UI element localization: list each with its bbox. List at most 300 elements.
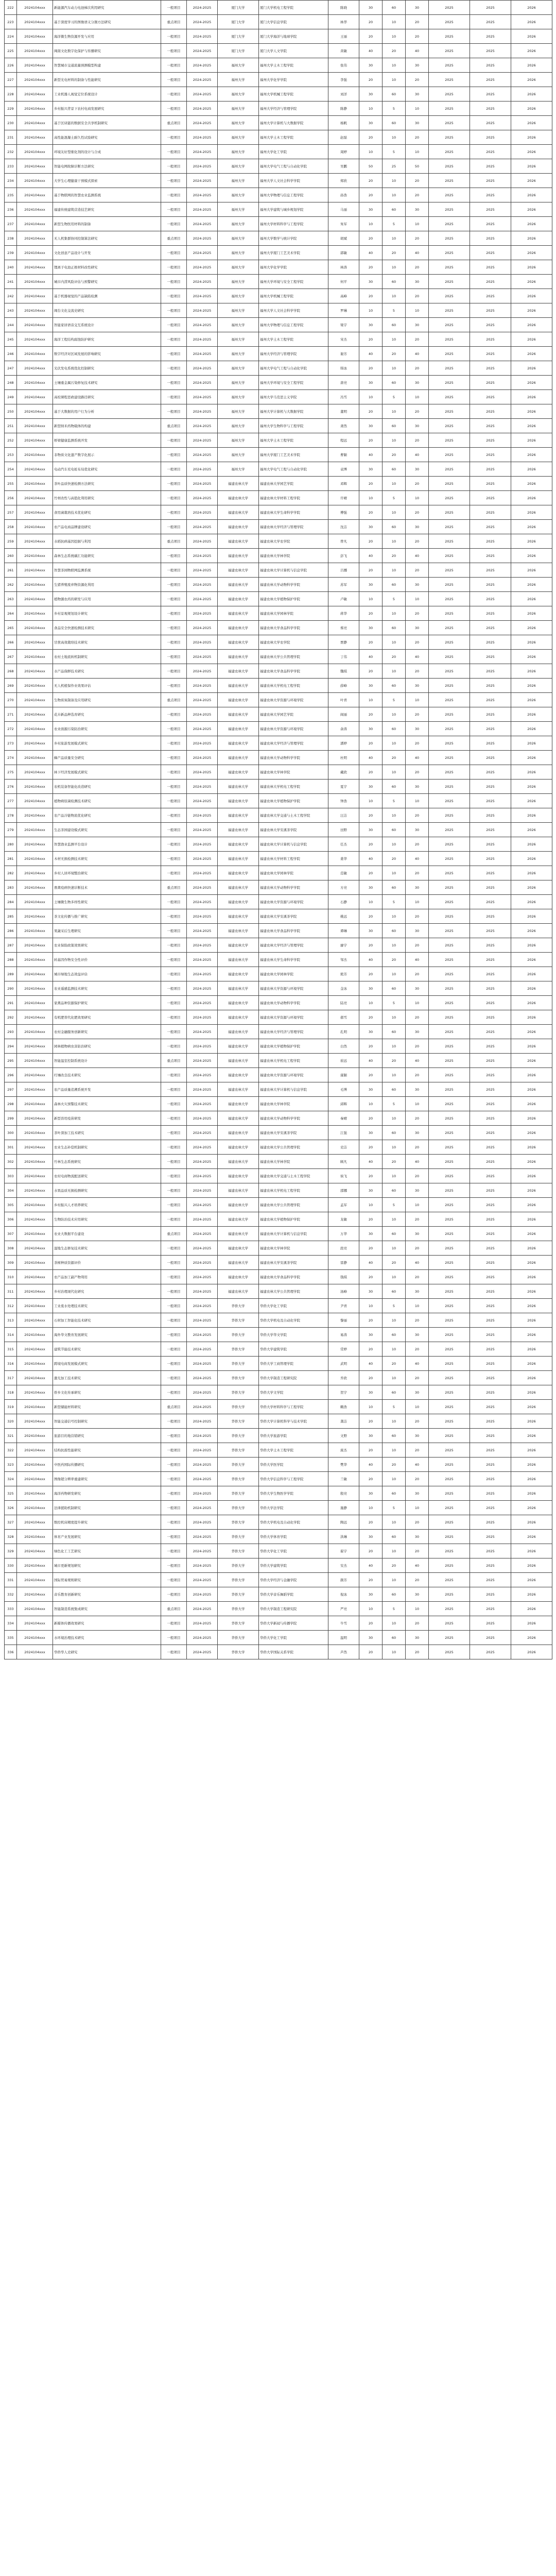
amount-3-cell: 30 xyxy=(406,1587,429,1602)
project-type-cell: 一般项目 xyxy=(161,1328,187,1342)
project-id-cell: 2024104xxx xyxy=(17,246,53,260)
project-type-cell: 一般项目 xyxy=(161,852,187,866)
year-2-cell: 2025 xyxy=(470,318,511,332)
period-cell: 2024-2025 xyxy=(187,1111,218,1126)
leader-cell: 贾静 xyxy=(328,635,359,650)
project-title-cell: 环境友好型催化剂的设计与合成 xyxy=(53,145,161,159)
year-3-cell: 2026 xyxy=(511,679,552,693)
college-cell: 福建农林大学食品科学学院 xyxy=(259,664,328,679)
project-title-cell: 红壤改良技术研究 xyxy=(53,1068,161,1082)
table-row xyxy=(5,1602,552,1616)
amount-1-cell: 10 xyxy=(359,1198,383,1212)
project-id-cell: 2024104xxx xyxy=(17,722,53,736)
amount-2-cell: 20 xyxy=(383,1155,406,1169)
period-cell: 2024-2025 xyxy=(187,188,218,202)
amount-3-cell: 20 xyxy=(406,1472,429,1486)
amount-3-cell: 30 xyxy=(406,1530,429,1544)
amount-1-cell: 30 xyxy=(359,880,383,895)
university-cell: 福州大学 xyxy=(218,318,259,332)
leader-cell: 史洁 xyxy=(328,1140,359,1155)
period-cell: 2024-2025 xyxy=(187,145,218,159)
amount-3-cell: 30 xyxy=(406,823,429,837)
table-row xyxy=(5,693,552,707)
table-row xyxy=(5,1616,552,1631)
project-title-cell: 基于深度学习的图像语义分割方法研究 xyxy=(53,15,161,29)
project-title-cell: 乡村振兴背景下农村电商发展研究 xyxy=(53,101,161,116)
year-2-cell: 2025 xyxy=(470,722,511,736)
college-cell: 华侨大学华文学院 xyxy=(259,1328,328,1342)
year-1-cell: 2025 xyxy=(429,866,470,880)
university-cell: 福建农林大学 xyxy=(218,1039,259,1054)
row-number-cell: 292 xyxy=(5,1010,17,1025)
college-cell: 福建农林大学园艺学院 xyxy=(259,707,328,722)
amount-1-cell: 20 xyxy=(359,837,383,852)
row-number-cell: 237 xyxy=(5,217,17,231)
amount-1-cell: 10 xyxy=(359,693,383,707)
project-title-cell: 中医药国际传播研究 xyxy=(53,1458,161,1472)
period-cell: 2024-2025 xyxy=(187,808,218,823)
year-2-cell: 2025 xyxy=(470,866,511,880)
college-cell: 华侨大学体育学院 xyxy=(259,1530,328,1544)
table-row xyxy=(5,895,552,909)
row-number-cell: 250 xyxy=(5,404,17,419)
table-row xyxy=(5,563,552,578)
project-title-cell: 光伏发电系统优化控制研究 xyxy=(53,361,161,376)
row-number-cell: 315 xyxy=(5,1342,17,1357)
year-2-cell: 2025 xyxy=(470,87,511,101)
period-cell: 2024-2025 xyxy=(187,1573,218,1587)
university-cell: 华侨大学 xyxy=(218,1400,259,1414)
amount-2-cell: 10 xyxy=(383,188,406,202)
amount-1-cell: 20 xyxy=(359,808,383,823)
project-type-cell: 一般项目 xyxy=(161,578,187,592)
amount-2-cell: 10 xyxy=(383,1515,406,1530)
table-row xyxy=(5,1385,552,1400)
year-2-cell: 2025 xyxy=(470,592,511,606)
project-type-cell: 一般项目 xyxy=(161,1126,187,1140)
leader-cell: 孟军 xyxy=(328,1198,359,1212)
project-type-cell: 一般项目 xyxy=(161,87,187,101)
year-3-cell: 2026 xyxy=(511,1515,552,1530)
leader-cell: 陈晓 xyxy=(328,1,359,15)
amount-1-cell: 20 xyxy=(359,433,383,448)
amount-1-cell: 40 xyxy=(359,44,383,58)
university-cell: 福州大学 xyxy=(218,275,259,289)
year-1-cell: 2025 xyxy=(429,707,470,722)
table-row xyxy=(5,202,552,217)
amount-3-cell: 30 xyxy=(406,578,429,592)
leader-cell: 江强 xyxy=(328,1126,359,1140)
project-id-cell: 2024104xxx xyxy=(17,1183,53,1198)
year-1-cell: 2025 xyxy=(429,823,470,837)
year-2-cell: 2025 xyxy=(470,361,511,376)
year-2-cell: 2025 xyxy=(470,938,511,953)
row-number-cell: 264 xyxy=(5,606,17,621)
leader-cell: 雷静 xyxy=(328,1256,359,1270)
leader-cell: 常婷 xyxy=(328,1342,359,1357)
project-id-cell: 2024104xxx xyxy=(17,275,53,289)
leader-cell: 蔡亮 xyxy=(328,621,359,635)
project-type-cell: 一般项目 xyxy=(161,664,187,679)
year-1-cell: 2025 xyxy=(429,722,470,736)
amount-2-cell: 5 xyxy=(383,390,406,404)
period-cell: 2024-2025 xyxy=(187,491,218,505)
college-cell: 福建农林大学植物保护学院 xyxy=(259,1212,328,1227)
project-title-cell: 森林生态系统碳汇功能研究 xyxy=(53,549,161,563)
amount-3-cell: 20 xyxy=(406,765,429,779)
table-row xyxy=(5,520,552,534)
year-3-cell: 2026 xyxy=(511,1371,552,1385)
period-cell: 2024-2025 xyxy=(187,404,218,419)
year-3-cell: 2026 xyxy=(511,938,552,953)
leader-cell: 廖宇 xyxy=(328,938,359,953)
amount-3-cell: 20 xyxy=(406,736,429,751)
year-2-cell: 2025 xyxy=(470,332,511,347)
period-cell: 2024-2025 xyxy=(187,924,218,938)
amount-3-cell: 40 xyxy=(406,1256,429,1270)
row-number-cell: 236 xyxy=(5,202,17,217)
project-title-cell: 基于物联网的智慧农业监测系统 xyxy=(53,188,161,202)
leader-cell: 白然 xyxy=(328,1039,359,1054)
project-type-cell: 一般项目 xyxy=(161,1010,187,1025)
row-number-cell: 308 xyxy=(5,1241,17,1256)
year-2-cell: 2025 xyxy=(470,289,511,303)
amount-1-cell: 20 xyxy=(359,174,383,188)
project-title-cell: 音乐教育创新研究 xyxy=(53,1587,161,1602)
university-cell: 福州大学 xyxy=(218,303,259,318)
amount-3-cell: 10 xyxy=(406,491,429,505)
amount-1-cell: 40 xyxy=(359,953,383,967)
table-row xyxy=(5,1097,552,1111)
year-1-cell: 2025 xyxy=(429,693,470,707)
amount-2-cell: 10 xyxy=(383,1645,406,1659)
college-cell: 福州大学材料科学与工程学院 xyxy=(259,217,328,231)
project-id-cell: 2024104xxx xyxy=(17,217,53,231)
project-id-cell: 2024104xxx xyxy=(17,1097,53,1111)
amount-3-cell: 30 xyxy=(406,419,429,433)
amount-2-cell: 25 xyxy=(383,159,406,174)
amount-1-cell: 30 xyxy=(359,462,383,477)
amount-1-cell: 10 xyxy=(359,145,383,159)
year-2-cell: 2025 xyxy=(470,1501,511,1515)
amount-2-cell: 10 xyxy=(383,289,406,303)
project-type-cell: 一般项目 xyxy=(161,1183,187,1198)
college-cell: 华侨大学建筑学院 xyxy=(259,1558,328,1573)
amount-2-cell: 20 xyxy=(383,347,406,361)
table-row xyxy=(5,981,552,996)
university-cell: 福州大学 xyxy=(218,73,259,87)
project-title-cell: 国际贸易规则研究 xyxy=(53,1573,161,1587)
project-title-cell: 植物源农药的研发与应用 xyxy=(53,592,161,606)
leader-cell: 林华 xyxy=(328,15,359,29)
table-row xyxy=(5,794,552,808)
year-1-cell: 2025 xyxy=(429,664,470,679)
year-3-cell: 2026 xyxy=(511,1169,552,1183)
project-type-cell: 一般项目 xyxy=(161,1068,187,1082)
university-cell: 福建农林大学 xyxy=(218,765,259,779)
amount-2-cell: 20 xyxy=(383,751,406,765)
project-id-cell: 2024104xxx xyxy=(17,909,53,924)
project-type-cell: 一般项目 xyxy=(161,779,187,794)
project-id-cell: 2024104xxx xyxy=(17,1270,53,1284)
leader-cell: 范敏 xyxy=(328,866,359,880)
college-cell: 福州大学数学与统计学院 xyxy=(259,231,328,246)
table-row xyxy=(5,1054,552,1068)
leader-cell: 梁宇 xyxy=(328,318,359,332)
project-title-cell: 农业保险政策效果研究 xyxy=(53,938,161,953)
project-id-cell: 2024104xxx xyxy=(17,404,53,419)
period-cell: 2024-2025 xyxy=(187,433,218,448)
leader-cell: 李强 xyxy=(328,73,359,87)
amount-2-cell: 10 xyxy=(383,1068,406,1082)
leader-cell: 芦然 xyxy=(328,1645,359,1659)
project-type-cell: 一般项目 xyxy=(161,188,187,202)
amount-2-cell: 5 xyxy=(383,1198,406,1212)
amount-2-cell: 5 xyxy=(383,217,406,231)
year-3-cell: 2026 xyxy=(511,1645,552,1659)
year-3-cell: 2026 xyxy=(511,866,552,880)
amount-3-cell: 10 xyxy=(406,1602,429,1616)
year-1-cell: 2025 xyxy=(429,1097,470,1111)
row-number-cell: 322 xyxy=(5,1443,17,1458)
year-1-cell: 2025 xyxy=(429,592,470,606)
university-cell: 福建农林大学 xyxy=(218,852,259,866)
amount-1-cell: 40 xyxy=(359,1558,383,1573)
table-row xyxy=(5,116,552,130)
table-row xyxy=(5,1183,552,1198)
college-cell: 华侨大学土木工程学院 xyxy=(259,1443,328,1458)
project-type-cell: 一般项目 xyxy=(161,289,187,303)
leader-cell: 黄敏 xyxy=(328,44,359,58)
project-table xyxy=(4,0,552,1659)
year-2-cell: 2025 xyxy=(470,1010,511,1025)
university-cell: 福州大学 xyxy=(218,246,259,260)
period-cell: 2024-2025 xyxy=(187,332,218,347)
period-cell: 2024-2025 xyxy=(187,217,218,231)
project-type-cell: 一般项目 xyxy=(161,318,187,332)
year-1-cell: 2025 xyxy=(429,1458,470,1472)
period-cell: 2024-2025 xyxy=(187,87,218,101)
period-cell: 2024-2025 xyxy=(187,895,218,909)
table-row xyxy=(5,751,552,765)
amount-1-cell: 20 xyxy=(359,765,383,779)
amount-3-cell: 20 xyxy=(406,1414,429,1429)
amount-1-cell: 10 xyxy=(359,794,383,808)
amount-2-cell: 10 xyxy=(383,1270,406,1284)
college-cell: 福建农林大学林学院 xyxy=(259,1097,328,1111)
university-cell: 福建农林大学 xyxy=(218,534,259,549)
row-number-cell: 286 xyxy=(5,924,17,938)
amount-2-cell: 10 xyxy=(383,1140,406,1155)
leader-cell: 余涛 xyxy=(328,722,359,736)
row-number-cell: 244 xyxy=(5,318,17,332)
table-row xyxy=(5,823,552,837)
table-row xyxy=(5,1328,552,1342)
amount-3-cell: 20 xyxy=(406,1068,429,1082)
period-cell: 2024-2025 xyxy=(187,779,218,794)
row-number-cell: 251 xyxy=(5,419,17,433)
year-2-cell: 2025 xyxy=(470,1645,511,1659)
amount-2-cell: 60 xyxy=(383,1530,406,1544)
table-row xyxy=(5,1414,552,1429)
amount-1-cell: 10 xyxy=(359,491,383,505)
year-2-cell: 2025 xyxy=(470,1558,511,1573)
university-cell: 厦门大学 xyxy=(218,1,259,15)
amount-2-cell: 10 xyxy=(383,736,406,751)
year-3-cell: 2026 xyxy=(511,1429,552,1443)
college-cell: 福建农林大学经济与管理学院 xyxy=(259,520,328,534)
year-3-cell: 2026 xyxy=(511,664,552,679)
project-id-cell: 2024104xxx xyxy=(17,477,53,491)
amount-2-cell: 20 xyxy=(383,1256,406,1270)
project-type-cell: 一般项目 xyxy=(161,1111,187,1126)
leader-cell: 程远 xyxy=(328,433,359,448)
amount-3-cell: 20 xyxy=(406,433,429,448)
table-row xyxy=(5,101,552,116)
year-2-cell: 2025 xyxy=(470,1169,511,1183)
project-id-cell: 2024104xxx xyxy=(17,592,53,606)
project-id-cell: 2024104xxx xyxy=(17,1198,53,1212)
row-number-cell: 248 xyxy=(5,376,17,390)
leader-cell: 丁伟 xyxy=(328,650,359,664)
project-type-cell: 一般项目 xyxy=(161,246,187,260)
amount-1-cell: 20 xyxy=(359,967,383,981)
leader-cell: 施静 xyxy=(328,1501,359,1515)
table-row xyxy=(5,87,552,101)
project-title-cell: 大学生心理健康干预模式探索 xyxy=(53,174,161,188)
project-id-cell: 2024104xxx xyxy=(17,1414,53,1429)
project-id-cell: 2024104xxx xyxy=(17,1429,53,1443)
row-number-cell: 273 xyxy=(5,736,17,751)
amount-1-cell: 30 xyxy=(359,116,383,130)
project-type-cell: 一般项目 xyxy=(161,303,187,318)
row-number-cell: 313 xyxy=(5,1313,17,1328)
college-cell: 福州大学电气工程与自动化学院 xyxy=(259,159,328,174)
year-3-cell: 2026 xyxy=(511,101,552,116)
amount-1-cell: 20 xyxy=(359,130,383,145)
project-id-cell: 2024104xxx xyxy=(17,1385,53,1400)
year-2-cell: 2025 xyxy=(470,1198,511,1212)
year-1-cell: 2025 xyxy=(429,376,470,390)
college-cell: 福建农林大学农学院 xyxy=(259,635,328,650)
project-id-cell: 2024104xxx xyxy=(17,1082,53,1097)
year-2-cell: 2025 xyxy=(470,1183,511,1198)
year-1-cell: 2025 xyxy=(429,1573,470,1587)
amount-1-cell: 20 xyxy=(359,477,383,491)
project-title-cell: 农业遥感监测技术研究 xyxy=(53,981,161,996)
college-cell: 福州大学计算机与大数据学院 xyxy=(259,116,328,130)
university-cell: 福建农林大学 xyxy=(218,924,259,938)
project-type-cell: 一般项目 xyxy=(161,1443,187,1458)
amount-3-cell: 20 xyxy=(406,1270,429,1284)
amount-1-cell: 20 xyxy=(359,73,383,87)
amount-1-cell: 30 xyxy=(359,1183,383,1198)
year-3-cell: 2026 xyxy=(511,1313,552,1328)
year-3-cell: 2026 xyxy=(511,1414,552,1429)
leader-cell: 任杰 xyxy=(328,837,359,852)
year-3-cell: 2026 xyxy=(511,231,552,246)
row-number-cell: 225 xyxy=(5,44,17,58)
year-2-cell: 2025 xyxy=(470,808,511,823)
row-number-cell: 238 xyxy=(5,231,17,246)
amount-1-cell: 20 xyxy=(359,1241,383,1256)
period-cell: 2024-2025 xyxy=(187,751,218,765)
year-3-cell: 2026 xyxy=(511,967,552,981)
amount-3-cell: 20 xyxy=(406,563,429,578)
project-title-cell: 蜂产品质量安全研究 xyxy=(53,751,161,765)
amount-3-cell: 30 xyxy=(406,116,429,130)
college-cell: 华侨大学医学院 xyxy=(259,1458,328,1472)
year-1-cell: 2025 xyxy=(429,433,470,448)
year-1-cell: 2025 xyxy=(429,347,470,361)
project-id-cell: 2024104xxx xyxy=(17,895,53,909)
university-cell: 福建农林大学 xyxy=(218,779,259,794)
project-title-cell: 园林植物病虫害防治研究 xyxy=(53,1039,161,1054)
leader-cell: 傅强 xyxy=(328,505,359,520)
project-title-cell: 森林火灾预警技术研究 xyxy=(53,1097,161,1111)
year-2-cell: 2025 xyxy=(470,621,511,635)
amount-3-cell: 20 xyxy=(406,1313,429,1328)
project-type-cell: 一般项目 xyxy=(161,1313,187,1328)
year-1-cell: 2025 xyxy=(429,1284,470,1299)
table-row xyxy=(5,246,552,260)
year-1-cell: 2025 xyxy=(429,1227,470,1241)
project-id-cell: 2024104xxx xyxy=(17,650,53,664)
project-type-cell: 一般项目 xyxy=(161,1414,187,1429)
amount-1-cell: 30 xyxy=(359,520,383,534)
college-cell: 福建农林大学林学院 xyxy=(259,1155,328,1169)
amount-2-cell: 10 xyxy=(383,477,406,491)
year-2-cell: 2025 xyxy=(470,1227,511,1241)
university-cell: 福建农林大学 xyxy=(218,1010,259,1025)
year-2-cell: 2025 xyxy=(470,145,511,159)
year-1-cell: 2025 xyxy=(429,880,470,895)
year-3-cell: 2026 xyxy=(511,1068,552,1082)
college-cell: 厦门大学信息学院 xyxy=(259,15,328,29)
project-id-cell: 2024104xxx xyxy=(17,1357,53,1371)
project-type-cell: 一般项目 xyxy=(161,1241,187,1256)
year-3-cell: 2026 xyxy=(511,1616,552,1631)
college-cell: 福建农林大学动物科学学院 xyxy=(259,578,328,592)
year-1-cell: 2025 xyxy=(429,1082,470,1097)
amount-3-cell: 30 xyxy=(406,1183,429,1198)
amount-2-cell: 60 xyxy=(383,722,406,736)
project-title-cell: 福建传统建筑营造技艺研究 xyxy=(53,202,161,217)
university-cell: 华侨大学 xyxy=(218,1357,259,1371)
project-id-cell: 2024104xxx xyxy=(17,419,53,433)
project-type-cell: 一般项目 xyxy=(161,448,187,462)
amount-2-cell: 10 xyxy=(383,1616,406,1631)
row-number-cell: 261 xyxy=(5,563,17,578)
year-3-cell: 2026 xyxy=(511,260,552,275)
amount-1-cell: 30 xyxy=(359,1,383,15)
year-2-cell: 2025 xyxy=(470,116,511,130)
college-cell: 福州大学化学学院 xyxy=(259,73,328,87)
year-1-cell: 2025 xyxy=(429,130,470,145)
university-cell: 福建农林大学 xyxy=(218,981,259,996)
college-cell: 福州大学化学学院 xyxy=(259,260,328,275)
amount-1-cell: 20 xyxy=(359,563,383,578)
project-type-cell: 一般项目 xyxy=(161,217,187,231)
year-2-cell: 2025 xyxy=(470,549,511,563)
project-id-cell: 2024104xxx xyxy=(17,361,53,376)
year-2-cell: 2025 xyxy=(470,606,511,621)
college-cell: 福州大学机械工程学院 xyxy=(259,87,328,101)
year-3-cell: 2026 xyxy=(511,188,552,202)
period-cell: 2024-2025 xyxy=(187,1385,218,1400)
university-cell: 福建农林大学 xyxy=(218,1270,259,1284)
row-number-cell: 258 xyxy=(5,520,17,534)
